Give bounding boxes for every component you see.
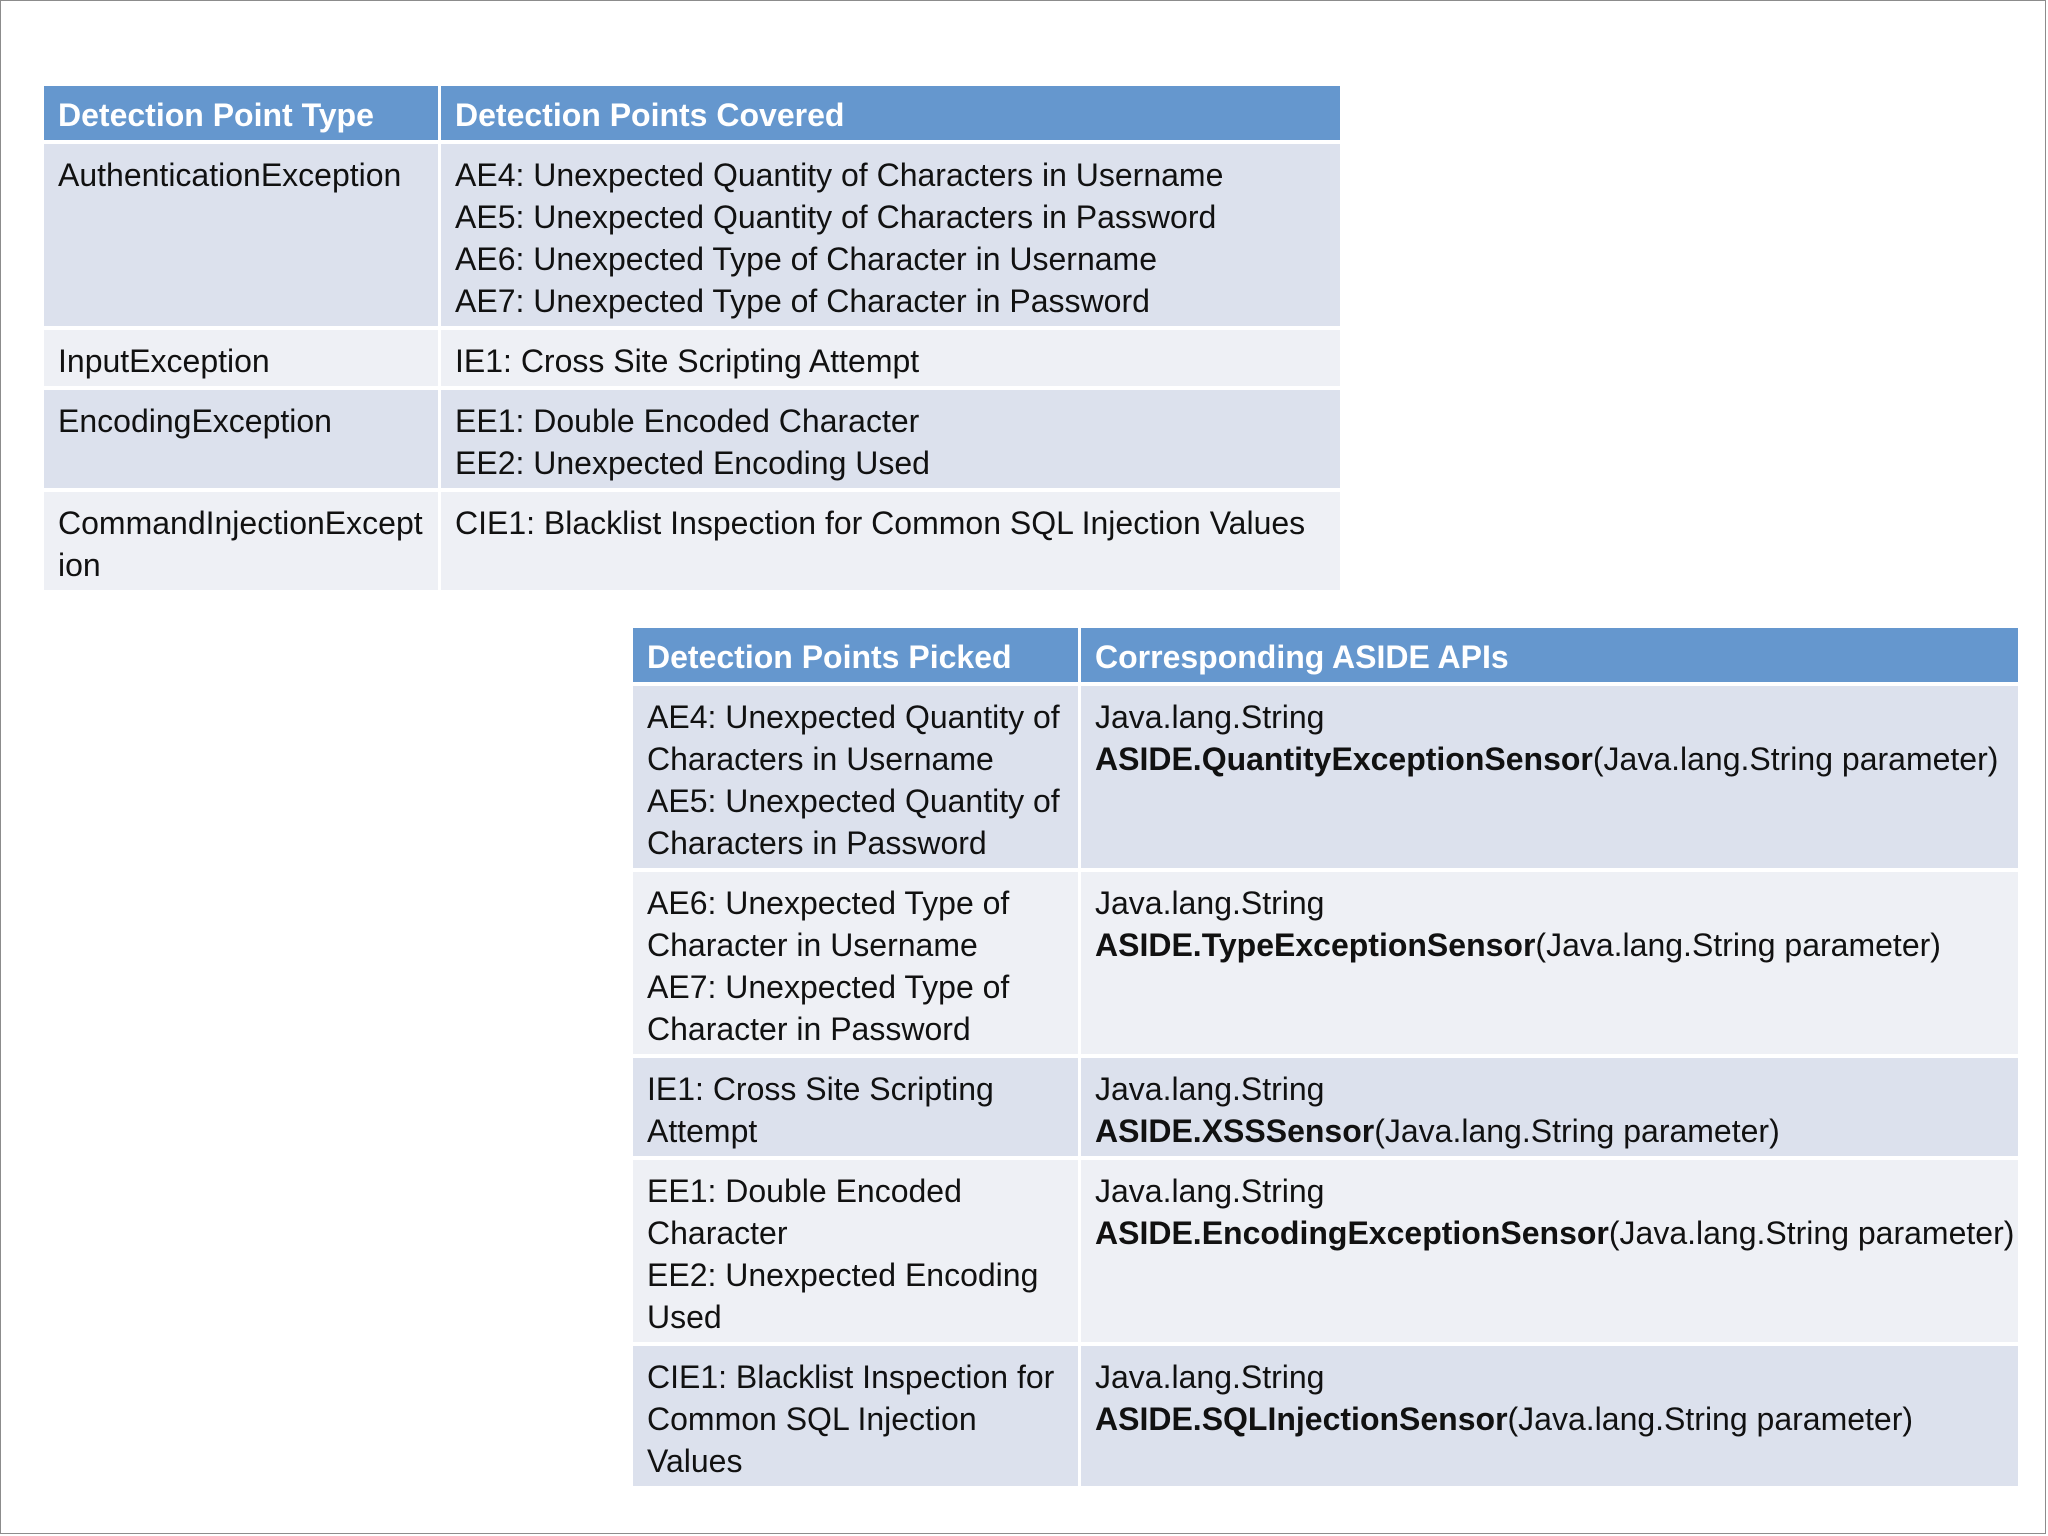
- detection-points-covered-cell: [441, 330, 1340, 390]
- api-name: ASIDE.EncodingExceptionSensor: [1095, 1215, 1609, 1251]
- detection-points-picked-cell: [633, 1346, 1081, 1490]
- detection-point-type: EncodingException: [58, 403, 332, 439]
- api-signature: [1095, 1212, 2015, 1254]
- detection-points-covered-cell: [441, 492, 1340, 594]
- column-header-detection-points-picked: Detection Points Picked: [633, 628, 1081, 686]
- api-return-type: Java.lang.String: [1095, 1071, 1325, 1107]
- table-row: [633, 1346, 2018, 1490]
- detection-point: AE4: Unexpected Quantity of Characters in Username: [455, 157, 1224, 193]
- detection-point: EE2: Unexpected Encoding Used: [455, 445, 930, 481]
- detection-point: CIE1: Blacklist Inspection for Common SQL Injection Values: [455, 505, 1306, 541]
- aside-api-cell: [1081, 1058, 2018, 1160]
- detection-point: IE1: Cross Site Scripting Attempt: [455, 343, 920, 379]
- aside-api-table: [633, 628, 2018, 1490]
- api-return-type: Java.lang.String: [1095, 699, 1325, 735]
- detection-point-type-cell: [44, 390, 441, 492]
- aside-api-cell: [1081, 1160, 2018, 1346]
- detection-points-covered-cell: [441, 390, 1340, 492]
- picked-detection-point: IE1: Cross Site Scripting Attempt: [647, 1071, 994, 1149]
- detection-point: EE1: Double Encoded Character: [455, 403, 920, 439]
- picked-detection-point: EE1: Double Encoded Character: [647, 1173, 962, 1251]
- api-signature: [1095, 738, 2004, 780]
- api-params: (Java.lang.String parameter): [1374, 1113, 1780, 1149]
- picked-detection-point: AE6: Unexpected Type of Character in Username: [647, 885, 1010, 963]
- aside-api-cell: [1081, 686, 2018, 872]
- api-signature: [1095, 924, 2004, 966]
- column-header-corresponding-aside-apis: Corresponding ASIDE APIs: [1081, 628, 2018, 686]
- detection-points-picked-cell: [633, 872, 1081, 1058]
- column-header-detection-point-type: Detection Point Type: [44, 86, 441, 144]
- detection-point-type-cell: [44, 492, 441, 594]
- api-params: (Java.lang.String parameter): [1592, 741, 1999, 777]
- picked-detection-point: EE2: Unexpected Encoding Used: [647, 1257, 1039, 1335]
- table-row: [44, 330, 1340, 390]
- api-signature: [1095, 1398, 2004, 1440]
- api-params: (Java.lang.String parameter): [1608, 1215, 2015, 1251]
- api-return-type: Java.lang.String: [1095, 885, 1325, 921]
- detection-point: AE7: Unexpected Type of Character in Password: [455, 283, 1150, 319]
- table-row: [633, 686, 2018, 872]
- table-row: [633, 1058, 2018, 1160]
- api-name: ASIDE.SQLInjectionSensor: [1095, 1401, 1508, 1437]
- api-signature: [1095, 1110, 2004, 1152]
- table-row: [44, 492, 1340, 594]
- picked-detection-point: AE4: Unexpected Quantity of Characters in Username: [647, 699, 1060, 777]
- table-row: [44, 390, 1340, 492]
- detection-points-covered-cell: [441, 144, 1340, 330]
- aside-api-cell: [1081, 1346, 2018, 1490]
- detection-points-picked-cell: [633, 1160, 1081, 1346]
- detection-point: AE5: Unexpected Quantity of Characters in Password: [455, 199, 1217, 235]
- table-row: [633, 1160, 2018, 1346]
- table-header-row: [44, 86, 1340, 144]
- api-return-type: Java.lang.String: [1095, 1173, 1325, 1209]
- table-header-row: [633, 628, 2018, 686]
- api-name: ASIDE.XSSSensor: [1095, 1113, 1375, 1149]
- detection-point-type: CommandInjectionException: [58, 505, 423, 583]
- detection-point-type: InputException: [58, 343, 270, 379]
- table-row: [44, 144, 1340, 330]
- detection-points-picked-cell: [633, 1058, 1081, 1160]
- aside-api-cell: [1081, 872, 2018, 1058]
- table-row: [633, 872, 2018, 1058]
- api-params: (Java.lang.String parameter): [1535, 927, 1941, 963]
- api-name: ASIDE.TypeExceptionSensor: [1095, 927, 1536, 963]
- column-header-detection-points-covered: Detection Points Covered: [441, 86, 1340, 144]
- api-return-type: Java.lang.String: [1095, 1359, 1325, 1395]
- picked-detection-point: CIE1: Blacklist Inspection for Common SQL Injection Values: [647, 1359, 1055, 1479]
- detection-point-type: AuthenticationException: [58, 157, 402, 193]
- picked-detection-point: AE5: Unexpected Quantity of Characters in Password: [647, 783, 1060, 861]
- api-params: (Java.lang.String parameter): [1507, 1401, 1914, 1437]
- detection-points-picked-cell: [633, 686, 1081, 872]
- picked-detection-point: AE7: Unexpected Type of Character in Password: [647, 969, 1010, 1047]
- detection-points-table: [44, 86, 1340, 594]
- detection-point-type-cell: [44, 144, 441, 330]
- api-name: ASIDE.QuantityExceptionSensor: [1095, 741, 1593, 777]
- detection-point-type-cell: [44, 330, 441, 390]
- detection-point: AE6: Unexpected Type of Character in Username: [455, 241, 1157, 277]
